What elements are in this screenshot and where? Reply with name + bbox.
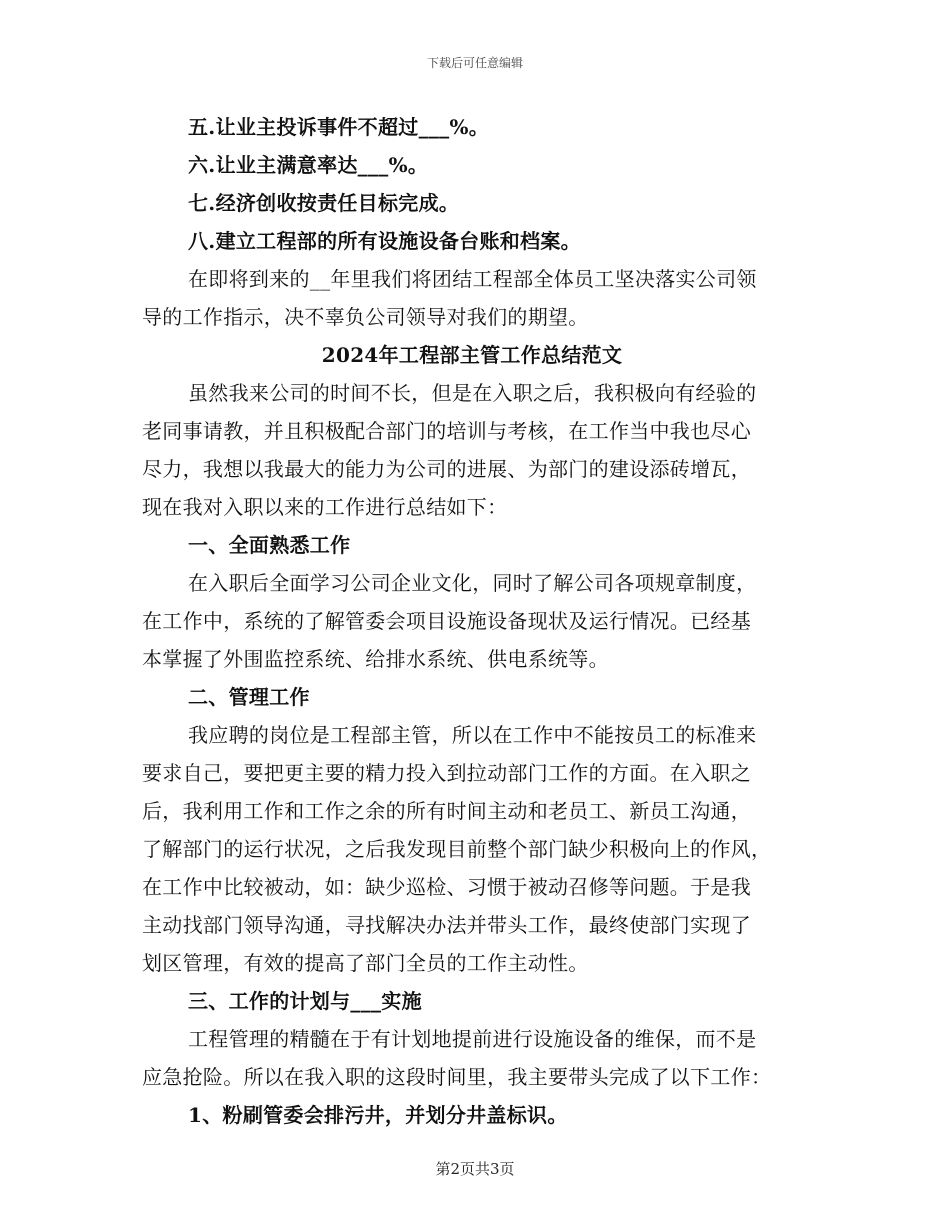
- section-heading-1: 一、全面熟悉工作: [188, 533, 351, 557]
- paragraph-line: 在工作中比较被动，如：缺少巡检、习惯于被动召修等问题。于是我: [142, 875, 751, 899]
- paragraph-line: 在入职后全面学习公司企业文化，同时了解公司各项规章制度，: [188, 571, 757, 595]
- page-number: 第2页共3页: [435, 1160, 515, 1178]
- paragraph-line: 现在我对入职以来的工作进行总结如下：: [142, 495, 508, 519]
- paragraph-line: 尽力，我想以我最大的能力为公司的进展、为部门的建设添砖增瓦，: [142, 457, 751, 481]
- document-title: 2024年工程部主管工作总结范文: [321, 343, 623, 367]
- numbered-item-1: 1、粉刷管委会排污井，并划分井盖标识。: [188, 1103, 568, 1127]
- list-item-5: 五.让业主投诉事件不超过___%。: [188, 115, 490, 139]
- paragraph-line: 要求自己，要把更主要的精力投入到拉动部门工作的方面。在入职之: [142, 761, 751, 785]
- paragraph-line: 划区管理，有效的提高了部门全员的工作主动性。: [142, 951, 589, 975]
- paragraph-line: 本掌握了外围监控系统、给排水系统、供电系统等。: [142, 647, 609, 671]
- paragraph-line: 我应聘的岗位是工程部主管，所以在工作中不能按员工的标准来: [188, 723, 757, 747]
- paragraph-line: 虽然我来公司的时间不长，但是在入职之后，我积极向有经验的: [188, 381, 757, 405]
- list-item-8: 八.建立工程部的所有设施设备台账和档案。: [188, 229, 581, 253]
- paragraph-line: 在工作中，系统的了解管委会项目设施设备现状及运行情况。已经基: [142, 609, 751, 633]
- paragraph-line: 在即将到来的__年里我们将团结工程部全体员工坚决落实公司领: [188, 267, 757, 291]
- list-item-6: 六.让业主满意率达___%。: [188, 153, 429, 177]
- paragraph-line: 应急抢险。所以在我入职的这段时间里，我主要带头完成了以下工作：: [142, 1065, 772, 1089]
- paragraph-line: 主动找部门领导沟通，寻找解决办法并带头工作，最终使部门实现了: [142, 913, 751, 937]
- section-heading-2: 二、管理工作: [188, 685, 310, 709]
- page-header: 下载后可任意编辑: [426, 56, 523, 70]
- paragraph-line: 老同事请教，并且积极配合部门的培训与考核，在工作当中我也尽心: [142, 419, 751, 443]
- paragraph-line: 导的工作指示，决不辜负公司领导对我们的期望。: [142, 305, 589, 329]
- paragraph-line: 工程管理的精髓在于有计划地提前进行设施设备的维保，而不是: [188, 1027, 757, 1051]
- document-body: [142, 108, 802, 1134]
- list-item-7: 七.经济创收按责任目标完成。: [188, 191, 460, 215]
- paragraph-line: 后，我利用工作和工作之余的所有时间主动和老员工、新员工沟通，: [142, 799, 751, 823]
- paragraph-line: 了解部门的运行状况，之后我发现目前整个部门缺少积极向上的作风，: [142, 837, 772, 861]
- section-heading-3: 三、工作的计划与___实施: [188, 989, 422, 1013]
